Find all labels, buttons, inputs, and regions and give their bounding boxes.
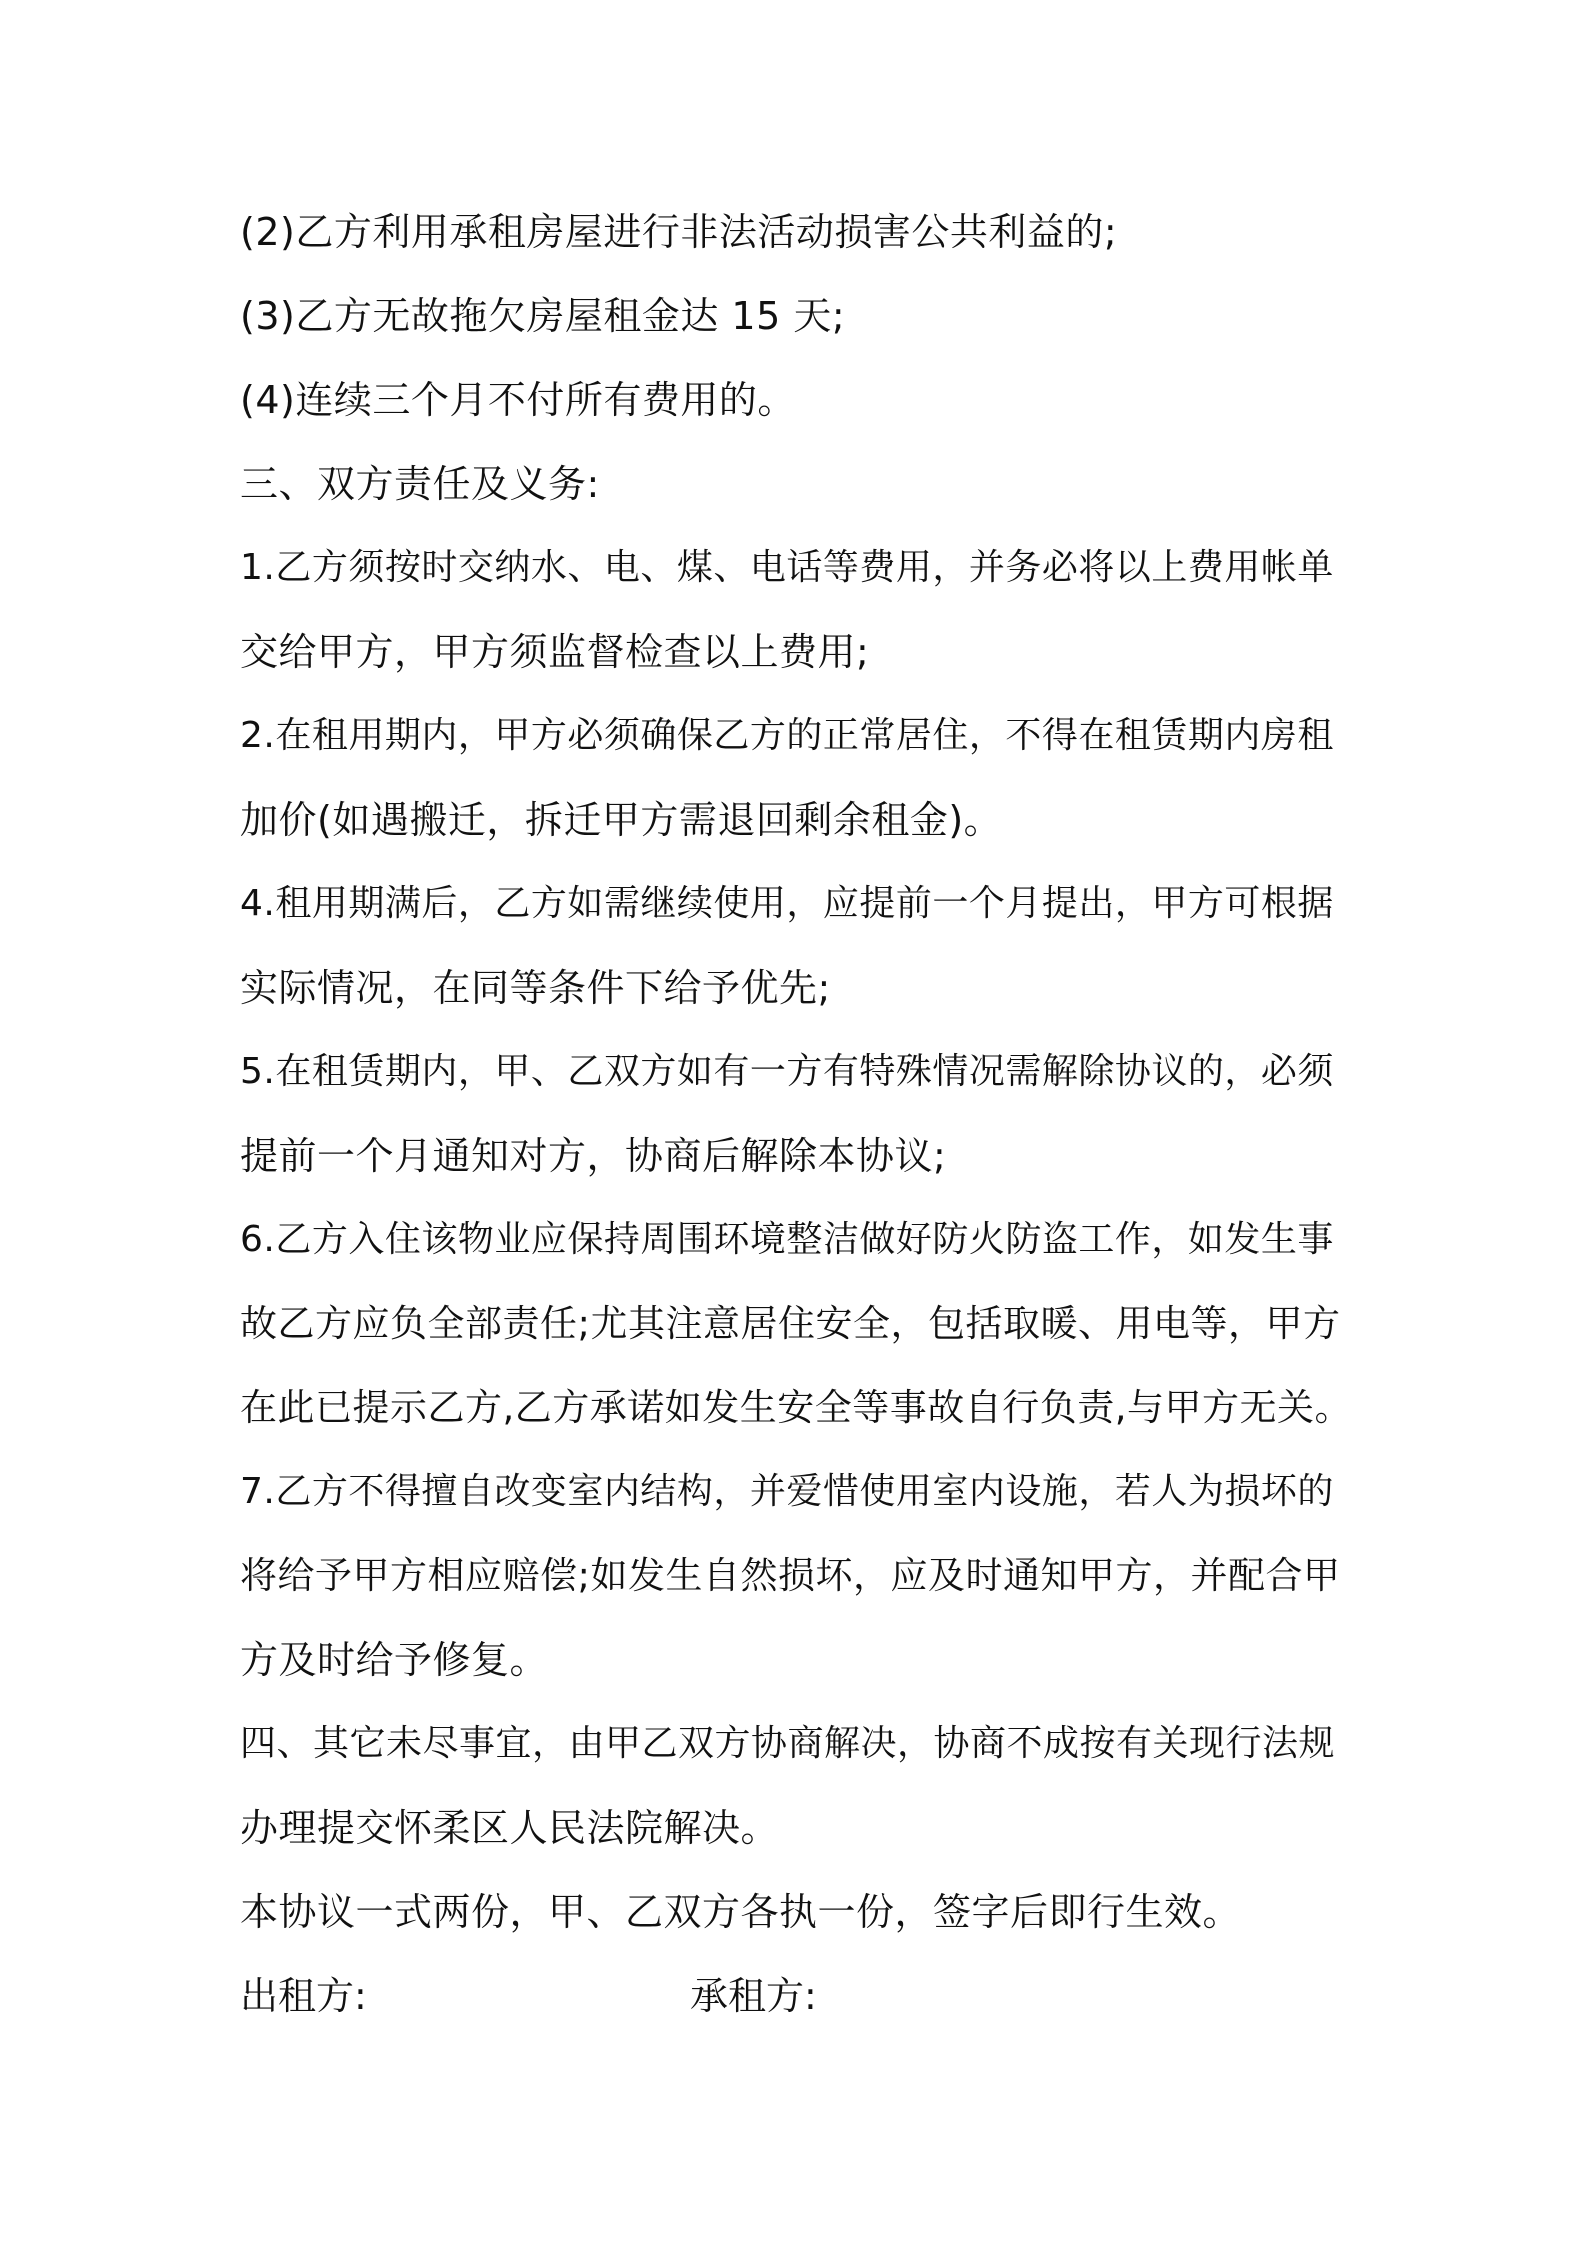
document-body	[240, 190, 1360, 2038]
duty-7-line-3: 方及时给予修复。	[240, 1638, 549, 1682]
duty-2-line-1: 2.在租用期内，甲方必须确保乙方的正常居住，不得在租赁期内房租	[240, 715, 1334, 756]
duty-1-line-1: 1.乙方须按时交纳水、电、煤、电话等费用，并务必将以上费用帐单	[240, 547, 1334, 588]
duty-5-line-1: 5.在租赁期内，甲、乙双方如有一方有特殊情况需解除协议的，必须	[240, 1051, 1334, 1092]
clause-4-line: (4)连续三个月不付所有费用的。	[240, 378, 796, 422]
duty-6-line-1: 6.乙方入住该物业应保持周围环境整洁做好防火防盗工作，如发生事	[240, 1219, 1334, 1260]
lessee-signature-label: 承租方:	[690, 1974, 817, 2018]
duty-4-line-2: 实际情况，在同等条件下给予优先;	[240, 966, 831, 1010]
clause-2-line: (2)乙方利用承租房屋进行非法活动损害公共利益的;	[240, 210, 1118, 254]
section-4-line-1: 四、其它未尽事宜，由甲乙双方协商解决，协商不成按有关现行法规	[240, 1723, 1336, 1764]
signature-row	[240, 1954, 1360, 2038]
duty-6-line-3: 在此已提示乙方,乙方承诺如发生安全等事故自行负责,与甲方无关。	[240, 1386, 1353, 1429]
clause-3-line: (3)乙方无故拖欠房屋租金达 15 天;	[240, 294, 846, 338]
duty-7-line-1: 7.乙方不得擅自改变室内结构，并爱惜使用室内设施，若人为损坏的	[240, 1471, 1334, 1512]
duty-5-line-2: 提前一个月通知对方，协商后解除本协议;	[240, 1134, 947, 1178]
duty-7-line-2: 将给予甲方相应赔偿;如发生自然损坏，应及时通知甲方，并配合甲	[240, 1554, 1341, 1597]
duty-2-line-2: 加价(如遇搬迁，拆迁甲方需退回剩余租金)。	[240, 798, 1003, 842]
duty-1-line-2: 交给甲方，甲方须监督检查以上费用;	[240, 630, 870, 674]
duty-4-line-1: 4.租用期满后，乙方如需继续使用，应提前一个月提出，甲方可根据	[240, 883, 1334, 924]
section-3-heading: 三、双方责任及义务:	[240, 462, 600, 506]
lessor-signature-label: 出租方:	[240, 1974, 367, 2018]
effect-clause-line: 本协议一式两份，甲、乙双方各执一份，签字后即行生效。	[240, 1890, 1242, 1934]
section-4-line-2: 办理提交怀柔区人民法院解决。	[240, 1806, 780, 1850]
duty-6-line-2: 故乙方应负全部责任;尤其注意居住安全，包括取暖、用电等，甲方	[240, 1302, 1341, 1345]
